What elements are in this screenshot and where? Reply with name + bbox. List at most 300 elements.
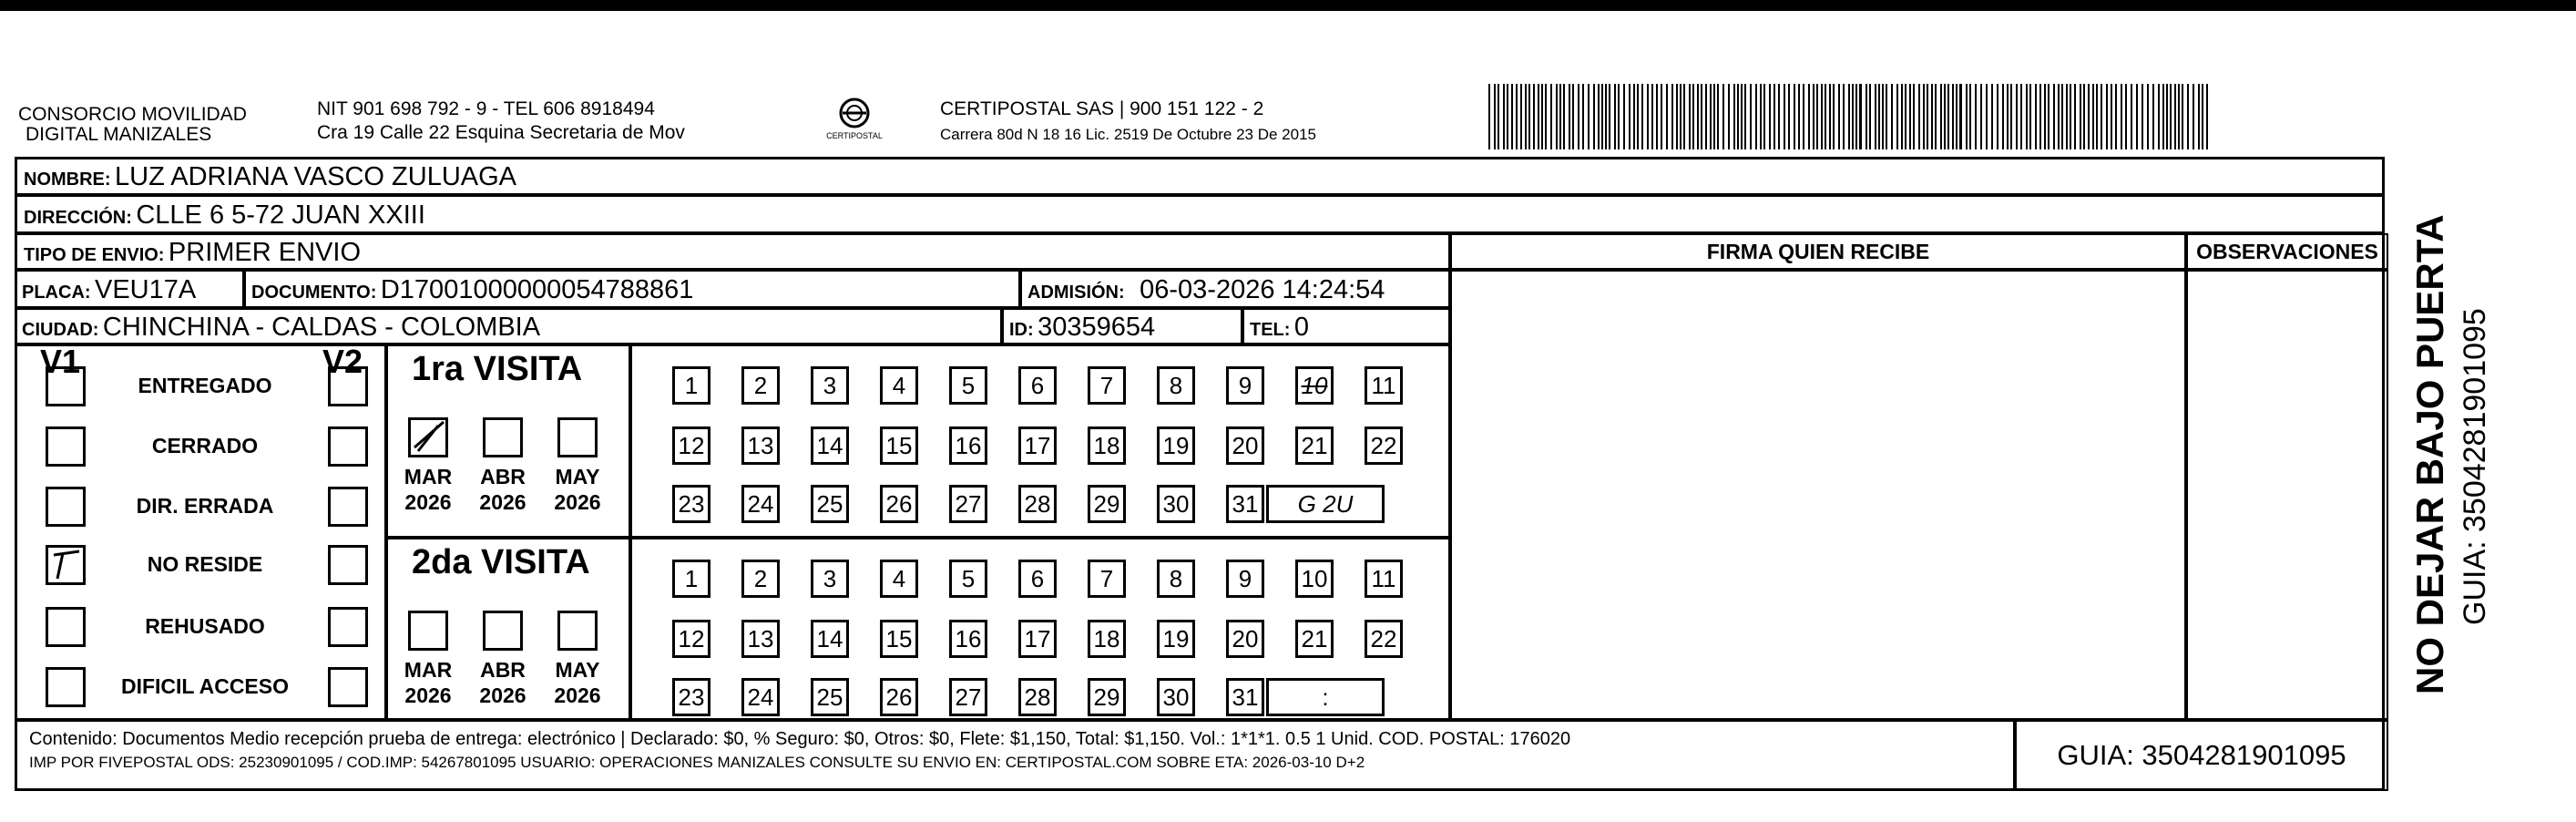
- barcode-bar: [2170, 84, 2172, 149]
- id-cell: [1002, 308, 1242, 344]
- barcode-bar: [1637, 84, 1639, 149]
- barcode-bar: [1808, 84, 1810, 149]
- day-box[interactable]: 22: [1365, 426, 1403, 465]
- barcode-bar: [1760, 84, 1762, 149]
- barcode: [1487, 84, 2213, 149]
- barcode-bar: [2147, 84, 2149, 149]
- barcode-bar: [2178, 84, 2180, 149]
- barcode-bar: [2101, 84, 2102, 149]
- barcode-bar: [1769, 84, 1771, 149]
- ciudad-label: CIUDAD:: [22, 320, 99, 340]
- month-year-label: 2026: [554, 683, 601, 707]
- day-box[interactable]: 4: [880, 366, 918, 405]
- barcode-bar: [1713, 84, 1715, 149]
- day-box[interactable]: 14: [811, 620, 849, 658]
- day-box[interactable]: 22: [1365, 620, 1403, 658]
- barcode-bar: [2007, 84, 2009, 149]
- day-box[interactable]: 12: [672, 620, 710, 658]
- barcode-bar: [1701, 84, 1702, 149]
- day-box[interactable]: 28: [1018, 678, 1057, 716]
- day-box[interactable]: 3: [811, 560, 849, 598]
- barcode-bar: [1503, 84, 1505, 149]
- barcode-bar: [1623, 84, 1625, 149]
- v2-checkbox[interactable]: [328, 545, 368, 585]
- barcode-bar: [2096, 84, 2098, 149]
- barcode-bar: [1966, 84, 1968, 149]
- row-tipo-envio: [15, 233, 1450, 270]
- documento-cell: [244, 270, 1020, 308]
- day-box[interactable]: 11: [1365, 366, 1403, 405]
- barcode-bar: [1986, 84, 1988, 149]
- v1-header: V1: [40, 343, 81, 380]
- barcode-bar: [2048, 84, 2050, 149]
- month-checkbox[interactable]: [483, 417, 523, 457]
- day-box[interactable]: 6: [1018, 560, 1057, 598]
- barcode-bar: [2142, 84, 2143, 149]
- barcode-bar: [1803, 84, 1804, 149]
- barcode-bar: [1563, 84, 1565, 149]
- day-box[interactable]: 23: [672, 485, 710, 523]
- tel-cell: [1242, 308, 1450, 344]
- month-checkbox[interactable]: [557, 611, 598, 651]
- barcode-bar: [1525, 84, 1527, 149]
- ciudad-cell: [15, 308, 1002, 344]
- svg-text:CERTIPOSTAL: CERTIPOSTAL: [826, 131, 883, 140]
- v2-checkbox[interactable]: [328, 607, 368, 647]
- tel-value: 0: [1293, 313, 1310, 342]
- day-box[interactable]: 21: [1295, 620, 1334, 658]
- barcode-bar: [2202, 84, 2203, 149]
- barcode-bar: [1931, 84, 1933, 149]
- barcode-bar: [1959, 84, 1962, 149]
- barcode-bar: [2092, 84, 2094, 149]
- day-box[interactable]: 25: [811, 678, 849, 716]
- barcode-bar: [2121, 84, 2122, 149]
- barcode-bar: [1875, 84, 1876, 149]
- barcode-bar: [2158, 84, 2160, 149]
- status-label: DIR. ERRADA: [136, 494, 274, 518]
- status-label: DIFICIL ACCESO: [120, 674, 289, 698]
- barcode-bar: [1855, 84, 1857, 149]
- barcode-bar: [1923, 84, 1925, 149]
- barcode-bar: [1601, 84, 1603, 149]
- day-box[interactable]: 2: [741, 560, 780, 598]
- nombre-value: LUZ ADRIANA VASCO ZULUAGA: [115, 162, 517, 191]
- month-year-label: 2026: [479, 683, 526, 707]
- barcode-bar: [2206, 84, 2208, 149]
- day-box[interactable]: 5: [949, 560, 987, 598]
- month-year-label: 2026: [404, 683, 452, 707]
- barcode-bar: [2020, 84, 2022, 149]
- certipostal-logo: [823, 95, 886, 148]
- day-box[interactable]: 15: [880, 620, 918, 658]
- day-box[interactable]: 18: [1088, 426, 1126, 465]
- direccion-value: CLLE 6 5-72 JUAN XXIII: [136, 200, 425, 230]
- month-year-label: 2026: [404, 490, 452, 514]
- ciudad-value: CHINCHINA - CALDAS - COLOMBIA: [102, 313, 541, 342]
- day-box[interactable]: 29: [1088, 485, 1126, 523]
- day-box[interactable]: 11: [1365, 560, 1403, 598]
- barcode-bar: [1676, 84, 1678, 149]
- barcode-bar: [1744, 84, 1746, 149]
- day-box[interactable]: 16: [949, 620, 987, 658]
- barcode-bar: [1909, 84, 1911, 149]
- barcode-bar: [1947, 84, 1949, 149]
- barcode-bar: [2136, 84, 2138, 149]
- visit2-title: 2da VISITA: [412, 543, 590, 581]
- footer-content-cell: [15, 720, 2015, 791]
- day-box[interactable]: 20: [1226, 426, 1264, 465]
- day-box[interactable]: 27: [949, 485, 987, 523]
- barcode-bar: [1901, 84, 1903, 149]
- barcode-bar: [1528, 84, 1530, 149]
- barcode-bar: [1774, 84, 1775, 149]
- day-box[interactable]: 31: [1226, 678, 1264, 716]
- month-checkbox[interactable]: [408, 611, 448, 651]
- visit1-title: 1ra VISITA: [412, 350, 583, 388]
- barcode-bar: [1784, 84, 1785, 149]
- day-box[interactable]: 24: [741, 485, 780, 523]
- day-box[interactable]: 31: [1226, 485, 1264, 523]
- barcode-bar: [1722, 84, 1724, 149]
- barcode-bar: [1593, 84, 1595, 149]
- barcode-bar: [1952, 84, 1954, 149]
- placa-cell: [15, 270, 244, 308]
- barcode-bar: [1511, 84, 1513, 149]
- day-box[interactable]: 23: [672, 678, 710, 716]
- v2-checkbox[interactable]: [328, 426, 368, 467]
- barcode-bar: [1683, 84, 1685, 149]
- day-box[interactable]: 10: [1295, 366, 1334, 405]
- barcode-bar: [2070, 84, 2071, 149]
- barcode-bar: [2002, 84, 2004, 149]
- barcode-bar: [1609, 84, 1610, 149]
- barcode-bar: [1494, 84, 1496, 149]
- barcode-bar: [1869, 84, 1871, 149]
- barcode-bar: [2115, 84, 2117, 149]
- month-checkbox[interactable]: [483, 611, 523, 651]
- month-checkbox[interactable]: [408, 417, 448, 457]
- barcode-bar: [1866, 84, 1867, 149]
- month-label: ABR: [480, 658, 526, 682]
- barcode-bar: [2035, 84, 2037, 149]
- barcode-bar: [1882, 84, 1884, 149]
- v1-checkbox[interactable]: [46, 366, 86, 406]
- row-nombre: [15, 157, 2385, 195]
- day-box[interactable]: 19: [1157, 620, 1195, 658]
- month-year-label: 2026: [479, 490, 526, 514]
- row-direccion: [15, 195, 2385, 233]
- day-box[interactable]: 17: [1018, 620, 1057, 658]
- day-box[interactable]: 2: [741, 366, 780, 405]
- barcode-bar: [1582, 84, 1584, 149]
- barcode-bar: [1705, 84, 1707, 149]
- v1-checkbox[interactable]: [46, 545, 86, 585]
- tipo-label: TIPO DE ENVIO:: [24, 245, 165, 265]
- barcode-bar: [2053, 84, 2055, 149]
- day-box[interactable]: 5: [949, 366, 987, 405]
- barcode-bar: [2131, 84, 2132, 149]
- placa-value: VEU17A: [95, 275, 197, 304]
- barcode-bar: [2187, 84, 2189, 149]
- barcode-bar: [1541, 84, 1543, 149]
- barcode-bar: [1647, 84, 1649, 149]
- barcode-bar: [1755, 84, 1757, 149]
- barcode-bar: [1794, 84, 1795, 149]
- barcode-bar: [1598, 84, 1600, 149]
- barcode-bar: [1605, 84, 1607, 149]
- barcode-bar: [1991, 84, 1993, 149]
- placa-label: PLACA:: [22, 283, 91, 303]
- v2-checkbox[interactable]: [328, 366, 368, 406]
- barcode-bar: [2166, 84, 2168, 149]
- barcode-bar: [1940, 84, 1942, 149]
- barcode-bar: [1927, 84, 1928, 149]
- top-black-band: [0, 0, 2576, 11]
- barcode-bar: [1829, 84, 1831, 149]
- barcode-bar: [1641, 84, 1643, 149]
- barcode-bar: [1710, 84, 1712, 149]
- barcode-bar: [2088, 84, 2090, 149]
- barcode-bar: [1969, 84, 1971, 149]
- barcode-bar: [2111, 84, 2112, 149]
- barcode-bar: [1656, 84, 1658, 149]
- barcode-bar: [1821, 84, 1823, 149]
- day-box[interactable]: 4: [880, 560, 918, 598]
- barcode-bar: [1680, 84, 1682, 149]
- barcode-bar: [2061, 84, 2063, 149]
- barcode-bar: [1614, 84, 1616, 149]
- day-box[interactable]: 9: [1226, 366, 1264, 405]
- barcode-bar: [1559, 84, 1561, 149]
- v1-checkbox[interactable]: [46, 667, 86, 707]
- day-box[interactable]: 20: [1226, 620, 1264, 658]
- barcode-bar: [1741, 84, 1743, 149]
- documento-value: D17001000000054788861: [380, 275, 694, 304]
- barcode-bar: [2106, 84, 2108, 149]
- footer-contenido: Contenido: Documentos Medio recepción prueba de entrega: electrónico | Declarado: $0, % Seguro: $0, Otros: $0, Flete: $1,150, Total: $1,150. Vol.: 1*1*1. 0.5 1 Unid. COD. POSTAL: 176020: [29, 729, 1571, 749]
- v2-checkbox[interactable]: [328, 667, 368, 707]
- admision-cell: [1020, 270, 1450, 308]
- barcode-bar: [1717, 84, 1719, 149]
- day-box[interactable]: 15: [880, 426, 918, 465]
- day-box[interactable]: 29: [1088, 678, 1126, 716]
- status-label: REHUSADO: [145, 614, 265, 638]
- day-box[interactable]: 6: [1018, 366, 1057, 405]
- barcode-bar: [1498, 84, 1499, 149]
- status-label: NO RESIDE: [147, 552, 263, 576]
- month-label: MAR: [404, 465, 453, 488]
- tel-label: TEL:: [1250, 320, 1291, 340]
- barcode-bar: [1896, 84, 1898, 149]
- barcode-bar: [1692, 84, 1694, 149]
- admision-label: ADMISIÓN:: [1027, 283, 1125, 303]
- day-box[interactable]: 16: [949, 426, 987, 465]
- barcode-bar: [1975, 84, 1977, 149]
- day-box[interactable]: 13: [741, 426, 780, 465]
- barcode-bar: [2198, 84, 2200, 149]
- barcode-bar: [1891, 84, 1893, 149]
- barcode-bar: [2193, 84, 2194, 149]
- barcode-bar: [1956, 84, 1958, 149]
- day-box[interactable]: 25: [811, 485, 849, 523]
- barcode-bar: [1588, 84, 1590, 149]
- day-box[interactable]: 8: [1157, 366, 1195, 405]
- time-box[interactable]: :: [1266, 678, 1385, 716]
- barcode-bar: [1944, 84, 1946, 149]
- barcode-bar: [1778, 84, 1780, 149]
- footer-guia: GUIA: 3504281901095: [2015, 720, 2388, 791]
- barcode-bar: [1825, 84, 1826, 149]
- month-year-label: 2026: [554, 490, 601, 514]
- month-label: MAY: [555, 658, 600, 682]
- barcode-bar: [1728, 84, 1730, 149]
- day-box[interactable]: 10: [1295, 560, 1334, 598]
- barcode-bar: [1629, 84, 1630, 149]
- barcode-bar: [1886, 84, 1887, 149]
- barcode-bar: [1569, 84, 1570, 149]
- barcode-bar: [1859, 84, 1862, 149]
- sender-company-line2: DIGITAL MANIZALES: [26, 124, 212, 145]
- day-box[interactable]: 7: [1088, 366, 1126, 405]
- day-box[interactable]: 1: [672, 366, 710, 405]
- barcode-bar: [2162, 84, 2164, 149]
- barcode-bar: [2182, 84, 2183, 149]
- barcode-bar: [1651, 84, 1653, 149]
- status-label: CERRADO: [151, 434, 259, 457]
- barcode-bar: [2174, 84, 2176, 149]
- admision-value: 06-03-2026 14:24:54: [1140, 275, 1385, 304]
- barcode-bar: [1763, 84, 1765, 149]
- barcode-bar: [1843, 84, 1845, 149]
- status-label: ENTREGADO: [138, 374, 272, 397]
- barcode-bar: [1533, 84, 1535, 149]
- day-box[interactable]: 28: [1018, 485, 1057, 523]
- direccion-label: DIRECCIÓN:: [24, 208, 132, 228]
- barcode-bar: [1788, 84, 1790, 149]
- day-box[interactable]: 30: [1157, 678, 1195, 716]
- barcode-bar: [1838, 84, 1840, 149]
- v1-checkbox[interactable]: [46, 487, 86, 527]
- barcode-bar: [1878, 84, 1880, 149]
- barcode-bar: [1813, 84, 1814, 149]
- barcode-bar: [2152, 84, 2154, 149]
- barcode-bar: [1798, 84, 1800, 149]
- side-guia: GUIA: 3504281901095: [2458, 308, 2492, 625]
- day-box[interactable]: 30: [1157, 485, 1195, 523]
- day-box[interactable]: 26: [880, 678, 918, 716]
- sender-address: Cra 19 Calle 22 Esquina Secretaria de Mov: [317, 122, 685, 143]
- id-label: ID:: [1009, 320, 1034, 340]
- day-box[interactable]: 14: [811, 426, 849, 465]
- v2-checkbox[interactable]: [328, 487, 368, 527]
- barcode-bar: [1538, 84, 1539, 149]
- barcode-bar: [1516, 84, 1518, 149]
- barcode-bar: [1852, 84, 1854, 149]
- day-box[interactable]: 9: [1226, 560, 1264, 598]
- barcode-bar: [1633, 84, 1635, 149]
- barcode-bar: [2074, 84, 2076, 149]
- v1-checkbox[interactable]: [46, 607, 86, 647]
- barcode-bar: [1550, 84, 1552, 149]
- day-box[interactable]: 24: [741, 678, 780, 716]
- v2-header: V2: [322, 343, 363, 380]
- day-box[interactable]: 26: [880, 485, 918, 523]
- barcode-bar: [1697, 84, 1699, 149]
- month-label: MAR: [404, 658, 453, 682]
- barcode-bar: [2058, 84, 2060, 149]
- month-label: ABR: [480, 465, 526, 488]
- day-box[interactable]: 17: [1018, 426, 1057, 465]
- barcode-bar: [1997, 84, 1998, 149]
- day-box[interactable]: 1: [672, 560, 710, 598]
- barcode-bar: [1737, 84, 1739, 149]
- id-value: 30359654: [1038, 313, 1156, 342]
- barcode-bar: [2029, 84, 2031, 149]
- time-box[interactable]: G 2U: [1266, 485, 1385, 523]
- day-box[interactable]: 13: [741, 620, 780, 658]
- barcode-bar: [1671, 84, 1673, 149]
- barcode-bar: [1816, 84, 1818, 149]
- day-box[interactable]: 8: [1157, 560, 1195, 598]
- barcode-bar: [1556, 84, 1558, 149]
- barcode-bar: [2016, 84, 2018, 149]
- barcode-bar: [1980, 84, 1982, 149]
- day-box[interactable]: 7: [1088, 560, 1126, 598]
- barcode-bar: [1689, 84, 1691, 149]
- barcode-bar: [2083, 84, 2085, 149]
- observaciones-header: OBSERVACIONES: [2186, 233, 2388, 270]
- barcode-bar: [1833, 84, 1835, 149]
- barcode-bar: [2066, 84, 2068, 149]
- day-box[interactable]: 12: [672, 426, 710, 465]
- tipo-value: PRIMER ENVIO: [168, 238, 362, 267]
- carrier-address: Carrera 80d N 18 16 Lic. 2519 De Octubre 23 De 2015: [940, 126, 1316, 143]
- barcode-bar: [1733, 84, 1735, 149]
- day-box[interactable]: 18: [1088, 620, 1126, 658]
- barcode-bar: [1520, 84, 1522, 149]
- month-checkbox[interactable]: [557, 417, 598, 457]
- barcode-bar: [1848, 84, 1850, 149]
- barcode-bar: [1507, 84, 1508, 149]
- month-label: MAY: [555, 465, 600, 488]
- barcode-bar: [1913, 84, 1915, 149]
- barcode-bar: [1545, 84, 1547, 149]
- footer-imp: IMP POR FIVEPOSTAL ODS: 25230901095 / COD.IMP: 54267801095 USUARIO: OPERACIONES MANIZALES CONSULTE SU ENVIO EN: CERTIPOSTAL.COM SOBRE ETA: 2026-03-10 D+2: [29, 754, 1365, 771]
- barcode-bar: [1918, 84, 1920, 149]
- firma-signature-area[interactable]: [1450, 270, 2186, 720]
- firma-header: FIRMA QUIEN RECIBE: [1450, 233, 2186, 270]
- sender-company-line1: CONSORCIO MOVILIDAD: [18, 104, 247, 125]
- barcode-bar: [2125, 84, 2127, 149]
- carrier-name: CERTIPOSTAL SAS | 900 151 122 - 2: [940, 98, 1264, 119]
- observaciones-area[interactable]: [2186, 270, 2388, 720]
- barcode-bar: [1935, 84, 1937, 149]
- documento-label: DOCUMENTO:: [251, 283, 377, 303]
- day-box[interactable]: 21: [1295, 426, 1334, 465]
- barcode-bar: [1578, 84, 1579, 149]
- v1-checkbox[interactable]: [46, 426, 86, 467]
- sender-nit: NIT 901 698 792 - 9 - TEL 606 8918494: [317, 98, 655, 119]
- day-box[interactable]: 19: [1157, 426, 1195, 465]
- nombre-label: NOMBRE:: [24, 170, 111, 190]
- barcode-bar: [2010, 84, 2012, 149]
- barcode-bar: [2026, 84, 2028, 149]
- day-box[interactable]: 27: [949, 678, 987, 716]
- day-box[interactable]: 3: [811, 366, 849, 405]
- barcode-bar: [1618, 84, 1620, 149]
- barcode-bar: [2044, 84, 2046, 149]
